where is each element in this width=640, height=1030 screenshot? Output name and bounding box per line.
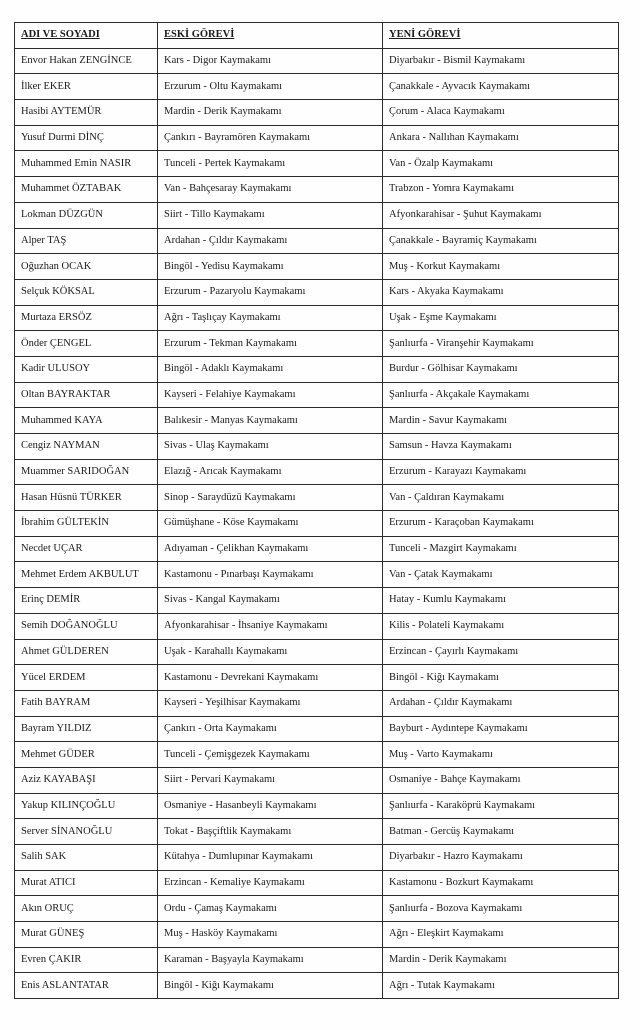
- cell-name: Evren ÇAKIR: [15, 947, 158, 973]
- cell-old-position: Mardin - Derik Kaymakamı: [158, 100, 383, 126]
- cell-old-position: Tunceli - Pertek Kaymakamı: [158, 151, 383, 177]
- table-row: [15, 48, 619, 74]
- cell-old-position: Kastamonu - Pınarbaşı Kaymakamı: [158, 562, 383, 588]
- cell-old-position: Siirt - Tillo Kaymakamı: [158, 202, 383, 228]
- table-row: [15, 767, 619, 793]
- table-row: [15, 100, 619, 126]
- cell-name: Muhammet ÖZTABAK: [15, 177, 158, 203]
- cell-name: Önder ÇENGEL: [15, 331, 158, 357]
- cell-name: Ahmet GÜLDEREN: [15, 639, 158, 665]
- table-row: [15, 485, 619, 511]
- header-old-position: ESKİ GÖREVİ: [158, 23, 383, 49]
- table-row: [15, 228, 619, 254]
- cell-old-position: Erzurum - Tekman Kaymakamı: [158, 331, 383, 357]
- cell-new-position: Diyarbakır - Hazro Kaymakamı: [383, 845, 619, 871]
- cell-new-position: Muş - Korkut Kaymakamı: [383, 254, 619, 280]
- cell-old-position: Erzurum - Oltu Kaymakamı: [158, 74, 383, 100]
- cell-name: Alper TAŞ: [15, 228, 158, 254]
- header-new-position: YENİ GÖREVİ: [383, 23, 619, 49]
- cell-new-position: Kastamonu - Bozkurt Kaymakamı: [383, 870, 619, 896]
- cell-old-position: Adıyaman - Çelikhan Kaymakamı: [158, 536, 383, 562]
- cell-name: Murtaza ERSÖZ: [15, 305, 158, 331]
- cell-name: Selçuk KÖKSAL: [15, 279, 158, 305]
- cell-name: Erinç DEMİR: [15, 588, 158, 614]
- table-row: [15, 665, 619, 691]
- table-row: [15, 716, 619, 742]
- cell-new-position: Uşak - Eşme Kaymakamı: [383, 305, 619, 331]
- cell-old-position: Uşak - Karahallı Kaymakamı: [158, 639, 383, 665]
- cell-old-position: Osmaniye - Hasanbeyli Kaymakamı: [158, 793, 383, 819]
- cell-new-position: Erzurum - Karaçoban Kaymakamı: [383, 511, 619, 537]
- cell-new-position: Ağrı - Tutak Kaymakamı: [383, 973, 619, 999]
- cell-new-position: Şanlıurfa - Akçakale Kaymakamı: [383, 382, 619, 408]
- table-row: [15, 202, 619, 228]
- table-row: [15, 74, 619, 100]
- cell-old-position: Erzurum - Pazaryolu Kaymakamı: [158, 279, 383, 305]
- cell-name: Hasan Hüsnü TÜRKER: [15, 485, 158, 511]
- cell-old-position: Ağrı - Taşlıçay Kaymakamı: [158, 305, 383, 331]
- cell-new-position: Afyonkarahisar - Şuhut Kaymakamı: [383, 202, 619, 228]
- table-row: [15, 613, 619, 639]
- table-row: [15, 125, 619, 151]
- table-row: [15, 279, 619, 305]
- cell-old-position: Kayseri - Felahiye Kaymakamı: [158, 382, 383, 408]
- cell-new-position: Çanakkale - Bayramiç Kaymakamı: [383, 228, 619, 254]
- cell-old-position: Bingöl - Yedisu Kaymakamı: [158, 254, 383, 280]
- cell-new-position: Erzincan - Çayırlı Kaymakamı: [383, 639, 619, 665]
- table-row: [15, 434, 619, 460]
- table-row: [15, 947, 619, 973]
- cell-new-position: Mardin - Savur Kaymakamı: [383, 408, 619, 434]
- cell-new-position: Çorum - Alaca Kaymakamı: [383, 100, 619, 126]
- cell-new-position: Batman - Gercüş Kaymakamı: [383, 819, 619, 845]
- cell-new-position: Hatay - Kumlu Kaymakamı: [383, 588, 619, 614]
- cell-name: Lokman DÜZGÜN: [15, 202, 158, 228]
- cell-name: Cengiz NAYMAN: [15, 434, 158, 460]
- cell-old-position: Kayseri - Yeşilhisar Kaymakamı: [158, 690, 383, 716]
- cell-old-position: Ardahan - Çıldır Kaymakamı: [158, 228, 383, 254]
- cell-name: Mehmet Erdem AKBULUT: [15, 562, 158, 588]
- cell-name: İlker EKER: [15, 74, 158, 100]
- cell-new-position: Ankara - Nallıhan Kaymakamı: [383, 125, 619, 151]
- cell-name: Muammer SARIDOĞAN: [15, 459, 158, 485]
- cell-new-position: Çanakkale - Ayvacık Kaymakamı: [383, 74, 619, 100]
- cell-name: Yücel ERDEM: [15, 665, 158, 691]
- cell-old-position: Karaman - Başyayla Kaymakamı: [158, 947, 383, 973]
- cell-new-position: Bayburt - Aydıntepe Kaymakamı: [383, 716, 619, 742]
- table-row: [15, 742, 619, 768]
- cell-old-position: Çankırı - Orta Kaymakamı: [158, 716, 383, 742]
- cell-old-position: Sivas - Kangal Kaymakamı: [158, 588, 383, 614]
- cell-old-position: Çankırı - Bayramören Kaymakamı: [158, 125, 383, 151]
- cell-old-position: Afyonkarahisar - İhsaniye Kaymakamı: [158, 613, 383, 639]
- cell-name: Enis ASLANTATAR: [15, 973, 158, 999]
- cell-new-position: Van - Çaldıran Kaymakamı: [383, 485, 619, 511]
- cell-new-position: Diyarbakır - Bismil Kaymakamı: [383, 48, 619, 74]
- cell-new-position: Şanlıurfa - Viranşehir Kaymakamı: [383, 331, 619, 357]
- table-row: [15, 690, 619, 716]
- cell-new-position: Van - Çatak Kaymakamı: [383, 562, 619, 588]
- cell-old-position: Sinop - Saraydüzü Kaymakamı: [158, 485, 383, 511]
- cell-new-position: Şanlıurfa - Karaköprü Kaymakamı: [383, 793, 619, 819]
- cell-old-position: Muş - Hasköy Kaymakamı: [158, 922, 383, 948]
- cell-old-position: Kastamonu - Devrekani Kaymakamı: [158, 665, 383, 691]
- table-row: [15, 588, 619, 614]
- cell-name: Fatih BAYRAM: [15, 690, 158, 716]
- cell-name: Oltan BAYRAKTAR: [15, 382, 158, 408]
- cell-old-position: Tunceli - Çemişgezek Kaymakamı: [158, 742, 383, 768]
- table-row: [15, 639, 619, 665]
- table-row: [15, 151, 619, 177]
- cell-new-position: Mardin - Derik Kaymakamı: [383, 947, 619, 973]
- cell-name: Kadir ULUSOY: [15, 356, 158, 382]
- table-row: [15, 793, 619, 819]
- cell-name: Salih SAK: [15, 845, 158, 871]
- cell-name: Aziz KAYABAŞI: [15, 767, 158, 793]
- cell-name: Murat GÜNEŞ: [15, 922, 158, 948]
- cell-name: Akın ORUÇ: [15, 896, 158, 922]
- cell-name: Semih DOĞANOĞLU: [15, 613, 158, 639]
- cell-old-position: Bingöl - Kiğı Kaymakamı: [158, 973, 383, 999]
- table-row: [15, 922, 619, 948]
- table-row: [15, 408, 619, 434]
- cell-new-position: Samsun - Havza Kaymakamı: [383, 434, 619, 460]
- cell-name: İbrahim GÜLTEKİN: [15, 511, 158, 537]
- cell-old-position: Siirt - Pervari Kaymakamı: [158, 767, 383, 793]
- cell-old-position: Van - Bahçesaray Kaymakamı: [158, 177, 383, 203]
- cell-old-position: Sivas - Ulaş Kaymakamı: [158, 434, 383, 460]
- table-row: [15, 459, 619, 485]
- cell-new-position: Osmaniye - Bahçe Kaymakamı: [383, 767, 619, 793]
- table-row: [15, 511, 619, 537]
- table-row: [15, 870, 619, 896]
- cell-new-position: Van - Özalp Kaymakamı: [383, 151, 619, 177]
- cell-name: Envor Hakan ZENGİNCE: [15, 48, 158, 74]
- table-header-row: [15, 23, 619, 49]
- cell-old-position: Kütahya - Dumlupınar Kaymakamı: [158, 845, 383, 871]
- cell-old-position: Elazığ - Arıcak Kaymakamı: [158, 459, 383, 485]
- table-row: [15, 896, 619, 922]
- cell-name: Muhammed Emin NASIR: [15, 151, 158, 177]
- cell-new-position: Kars - Akyaka Kaymakamı: [383, 279, 619, 305]
- cell-name: Mehmet GÜDER: [15, 742, 158, 768]
- cell-name: Yusuf Durmi DİNÇ: [15, 125, 158, 151]
- table-row: [15, 973, 619, 999]
- cell-new-position: Kilis - Polateli Kaymakamı: [383, 613, 619, 639]
- table-row: [15, 562, 619, 588]
- table-row: [15, 254, 619, 280]
- table-row: [15, 382, 619, 408]
- cell-new-position: Trabzon - Yomra Kaymakamı: [383, 177, 619, 203]
- cell-new-position: Tunceli - Mazgirt Kaymakamı: [383, 536, 619, 562]
- cell-new-position: Bingöl - Kiğı Kaymakamı: [383, 665, 619, 691]
- table-row: [15, 331, 619, 357]
- header-name: ADI VE SOYADI: [15, 23, 158, 49]
- cell-name: Oğuzhan OCAK: [15, 254, 158, 280]
- table-row: [15, 356, 619, 382]
- table-row: [15, 845, 619, 871]
- cell-name: Muhammed KAYA: [15, 408, 158, 434]
- cell-new-position: Ağrı - Eleşkirt Kaymakamı: [383, 922, 619, 948]
- table-row: [15, 305, 619, 331]
- cell-old-position: Tokat - Başçiftlik Kaymakamı: [158, 819, 383, 845]
- cell-old-position: Balıkesir - Manyas Kaymakamı: [158, 408, 383, 434]
- cell-new-position: Şanlıurfa - Bozova Kaymakamı: [383, 896, 619, 922]
- table-row: [15, 819, 619, 845]
- cell-name: Yakup KILINÇOĞLU: [15, 793, 158, 819]
- cell-name: Hasibi AYTEMÜR: [15, 100, 158, 126]
- table-row: [15, 536, 619, 562]
- cell-new-position: Burdur - Gölhisar Kaymakamı: [383, 356, 619, 382]
- cell-new-position: Erzurum - Karayazı Kaymakamı: [383, 459, 619, 485]
- cell-name: Murat ATICI: [15, 870, 158, 896]
- cell-name: Necdet UÇAR: [15, 536, 158, 562]
- cell-old-position: Erzincan - Kemaliye Kaymakamı: [158, 870, 383, 896]
- table-body: [15, 48, 619, 998]
- cell-name: Server SİNANOĞLU: [15, 819, 158, 845]
- table-row: [15, 177, 619, 203]
- cell-old-position: Ordu - Çamaş Kaymakamı: [158, 896, 383, 922]
- cell-old-position: Bingöl - Adaklı Kaymakamı: [158, 356, 383, 382]
- cell-old-position: Gümüşhane - Köse Kaymakamı: [158, 511, 383, 537]
- cell-old-position: Kars - Digor Kaymakamı: [158, 48, 383, 74]
- appointments-table: [14, 22, 619, 999]
- cell-new-position: Ardahan - Çıldır Kaymakamı: [383, 690, 619, 716]
- cell-name: Bayram YILDIZ: [15, 716, 158, 742]
- cell-new-position: Muş - Varto Kaymakamı: [383, 742, 619, 768]
